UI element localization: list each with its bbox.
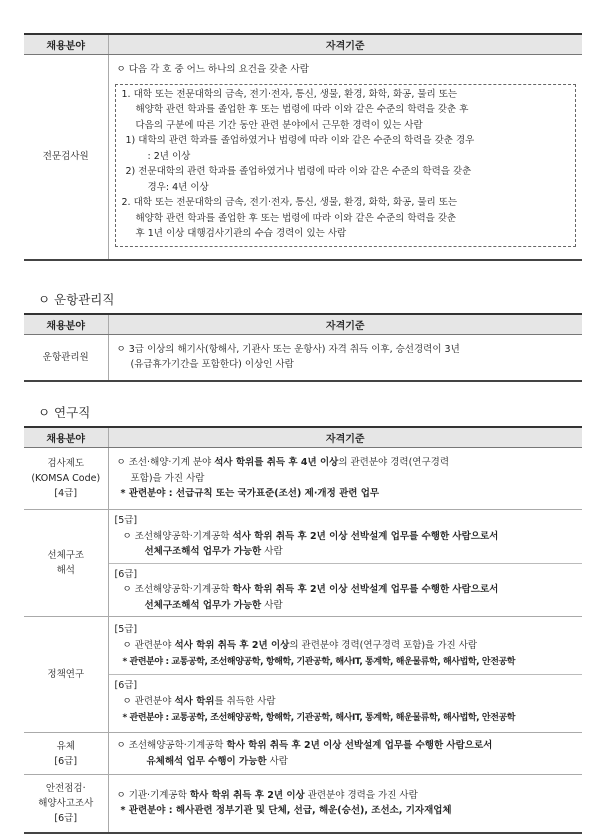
field-line: 검사제도	[47, 458, 85, 469]
box-line: 해양학 관련 학과를 졸업한 후 또는 법령에 따라 이와 같은 수준의 학력을 갖춘	[135, 212, 457, 224]
field-line: [4급]	[54, 488, 78, 499]
field-line: 선체구조	[47, 550, 85, 561]
table-research	[24, 426, 582, 834]
box-line: : 2년 이상	[147, 150, 191, 162]
field-cell	[24, 733, 108, 775]
field-line: [6급]	[54, 755, 78, 767]
criteria-line: ㅇ 조선·해양·기계 분야 석사 학위를 취득 후 4년 이상의 관련분야 경력(연구경력	[116, 457, 450, 469]
grade-label: [6급]	[114, 568, 138, 580]
grade-label: [5급]	[114, 624, 138, 635]
box-line: 경우: 4년 이상	[147, 181, 209, 193]
header-field: 채용분야	[24, 34, 108, 55]
criteria-box	[115, 84, 577, 247]
criteria-line: 포함)을 가진 사람	[130, 472, 205, 484]
criteria-line: ㅇ 조선해양공학·기계공학 석사 학위 취득 후 2년 이상 선박설계 업무를 수행한 사람으로서	[122, 530, 499, 542]
field-line: 안전점검·	[45, 782, 86, 794]
header-criteria: 자격기준	[108, 34, 582, 55]
field-cell: 정책연구	[24, 617, 108, 733]
box-line: 1. 대학 또는 전문대학의 금속, 전기·전자, 통신, 생물, 환경, 화학, 화공, 물리 또는	[121, 88, 458, 100]
criteria-line: ㅇ 기관·기계공학 학사 학위 취득 후 2년 이상 관련분야 경력을 가진 사람	[116, 789, 418, 801]
header-criteria: 자격기준	[108, 314, 582, 335]
header-field: 채용분야	[24, 427, 108, 448]
field-cell	[24, 448, 108, 510]
criteria-line: ㅇ 관련분야 석사 학위를 취득한 사람	[122, 696, 276, 707]
section-heading-operation: ㅇ 운항관리직	[38, 292, 115, 307]
field-cell	[24, 775, 108, 833]
box-line: 해양학 관련 학과를 졸업한 후 또는 법령에 따라 이와 같은 수준의 학력을 갖춘 후	[135, 104, 469, 115]
criteria-line: 선체구조해석 업무가 가능한 사람	[144, 599, 283, 611]
field-cell	[24, 510, 108, 617]
criteria-note: * 관련분야 : 교통공학, 조선해양공학, 항해학, 기관공학, 해사IT, 통계학, 해운물류학, 해사법학, 안전공학	[122, 657, 516, 667]
criteria-line: ㅇ 조선해양공학·기계공학 학사 학위 취득 후 2년 이상 선박설계 업무를 수행한 사람으로서	[116, 740, 493, 751]
box-line: 2) 전문대학의 관련 학과를 졸업하였거나 법령에 따라 이와 같은 수준의 학력을 갖춘	[125, 166, 472, 177]
field-line: 유체	[56, 740, 75, 752]
header-criteria: 자격기준	[108, 427, 582, 448]
table-operation	[24, 313, 582, 382]
criteria-line: ㅇ 조선해양공학·기계공학 학사 학위 취득 후 2년 이상 선박설계 업무를 수행한 사람으로서	[122, 584, 499, 595]
intro-text: ㅇ 다음 각 호 중 어느 하나의 요건을 갖춘 사람	[116, 64, 309, 75]
box-line: 1) 대학의 관련 학과를 졸업하였거나 법령에 따라 이와 같은 수준의 학력을 갖춘 경우	[125, 135, 475, 146]
field-line: 해석	[56, 565, 75, 576]
field-line: (KOMSA Code)	[31, 473, 101, 484]
section-heading-research: ㅇ 연구직	[38, 405, 91, 420]
criteria-note: * 관련분야 : 선급규칙 또는 국가표준(조선) 제·개정 관련 업무	[120, 488, 380, 500]
criteria-line: 유체해석 업무 수행이 가능한 사람	[146, 755, 288, 767]
criteria-note: * 관련분야 : 해사관련 정부기관 및 단체, 선급, 해운(승선), 조선소, 기자재업체	[120, 805, 452, 817]
grade-label: [5급]	[114, 515, 138, 526]
table-inspector	[24, 33, 582, 261]
box-line: 2. 대학 또는 전문대학의 금속, 전기·전자, 통신, 생물, 환경, 화학, 화공, 물리 또는	[121, 197, 458, 208]
field-line: [6급]	[54, 812, 78, 824]
criteria-note: * 관련분야 : 교통공학, 조선해양공학, 항해학, 기관공학, 해사IT, 통계학, 해운물류학, 해사법학, 안전공학	[122, 713, 516, 723]
field-cell: 전문검사원	[24, 55, 108, 260]
criteria-line: ㅇ 관련분야 석사 학위 취득 후 2년 이상의 관련분야 경력(연구경력 포함)을 가진 사람	[122, 640, 478, 651]
grade-label: [6급]	[114, 680, 138, 691]
header-field: 채용분야	[24, 314, 108, 335]
criteria-line: 선체구조해석 업무가 가능한 사람	[144, 546, 283, 557]
box-line: 다음의 구분에 따른 기간 동안 관련 분야에서 근무한 경력이 있는 사람	[135, 119, 423, 131]
criteria-line: (유급휴가기간을 포함한다) 이상인 사람	[130, 359, 294, 371]
field-line: 해양사고조사	[38, 797, 94, 809]
box-line: 후 1년 이상 대행검사기관의 수습 경력이 있는 사람	[135, 228, 347, 239]
field-cell: 운항관리원	[24, 335, 108, 381]
criteria-line: ㅇ 3급 이상의 해기사(항해사, 기관사 또는 운항사) 자격 취득 이후, 승선경력이 3년	[116, 343, 460, 355]
